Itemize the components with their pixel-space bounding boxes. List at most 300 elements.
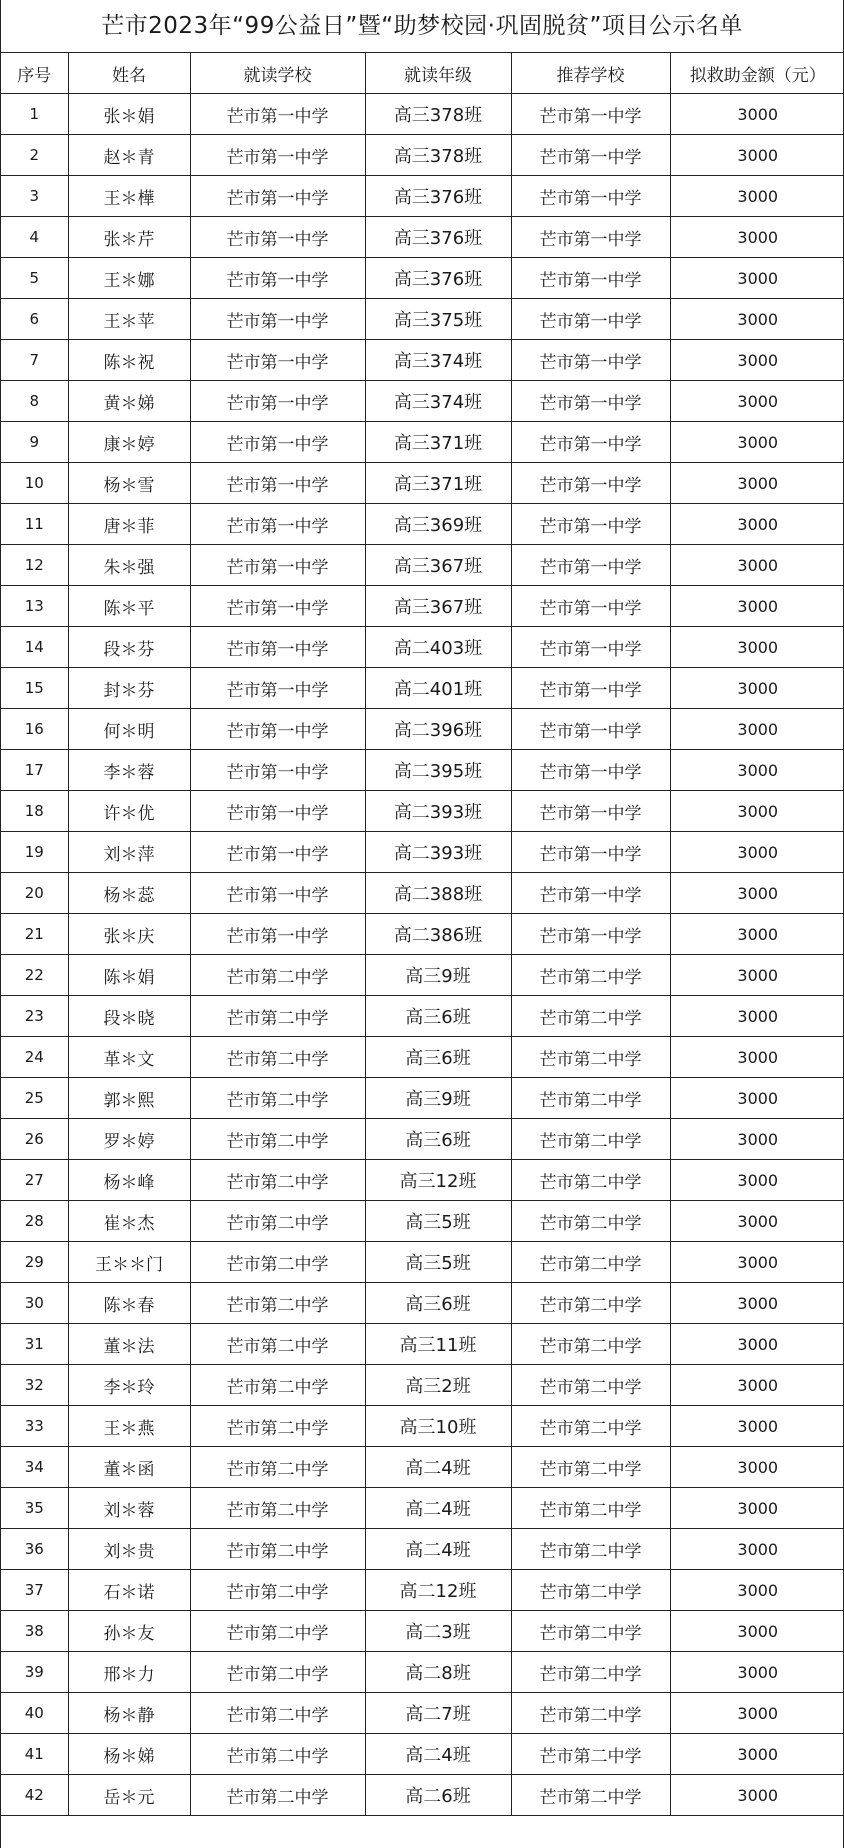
cell-seq: 42 <box>1 1775 68 1816</box>
cell-amount: 3000 <box>670 1201 844 1242</box>
table-row <box>1 94 844 135</box>
cell-seq: 41 <box>1 1734 68 1775</box>
cell-recommending-school: 芒市第二中学 <box>511 1119 670 1160</box>
cell-name: 王＊娜 <box>68 258 190 299</box>
cell-school: 芒市第一中学 <box>190 504 365 545</box>
cell-seq: 37 <box>1 1570 68 1611</box>
table-header <box>1 53 844 94</box>
cell-name: 杨＊峰 <box>68 1160 190 1201</box>
cell-seq: 38 <box>1 1611 68 1652</box>
cell-grade: 高二388班 <box>365 873 511 914</box>
cell-grade: 高二3班 <box>365 1611 511 1652</box>
cell-grade: 高三2班 <box>365 1365 511 1406</box>
cell-school: 芒市第一中学 <box>190 832 365 873</box>
cell-grade: 高二396班 <box>365 709 511 750</box>
table-row <box>1 832 844 873</box>
cell-recommending-school: 芒市第二中学 <box>511 1734 670 1775</box>
cell-seq: 39 <box>1 1652 68 1693</box>
table-row <box>1 1324 844 1365</box>
cell-grade: 高三6班 <box>365 1037 511 1078</box>
cell-recommending-school: 芒市第一中学 <box>511 94 670 135</box>
cell-seq: 9 <box>1 422 68 463</box>
cell-grade: 高三367班 <box>365 586 511 627</box>
cell-grade: 高三371班 <box>365 463 511 504</box>
table-row <box>1 340 844 381</box>
cell-name: 岳＊元 <box>68 1775 190 1816</box>
cell-school: 芒市第二中学 <box>190 1775 365 1816</box>
cell-name: 革＊文 <box>68 1037 190 1078</box>
table-row <box>1 750 844 791</box>
header-row <box>1 53 844 94</box>
header-seq: 序号 <box>1 53 68 94</box>
cell-school: 芒市第二中学 <box>190 1529 365 1570</box>
cell-seq: 36 <box>1 1529 68 1570</box>
cell-seq: 26 <box>1 1119 68 1160</box>
cell-grade: 高二8班 <box>365 1652 511 1693</box>
table-row <box>1 545 844 586</box>
cell-school: 芒市第二中学 <box>190 1201 365 1242</box>
table-row <box>1 1693 844 1734</box>
cell-school: 芒市第一中学 <box>190 94 365 135</box>
cell-grade: 高三374班 <box>365 340 511 381</box>
cell-name: 杨＊蕊 <box>68 873 190 914</box>
cell-seq: 2 <box>1 135 68 176</box>
cell-amount: 3000 <box>670 873 844 914</box>
cell-school: 芒市第一中学 <box>190 340 365 381</box>
cell-recommending-school: 芒市第一中学 <box>511 586 670 627</box>
cell-amount: 3000 <box>670 914 844 955</box>
cell-grade: 高二4班 <box>365 1529 511 1570</box>
cell-name: 郭＊熙 <box>68 1078 190 1119</box>
cell-school: 芒市第二中学 <box>190 1365 365 1406</box>
cell-seq: 20 <box>1 873 68 914</box>
cell-grade: 高三5班 <box>365 1201 511 1242</box>
cell-grade: 高三376班 <box>365 217 511 258</box>
cell-school: 芒市第二中学 <box>190 1447 365 1488</box>
header-grade: 就读年级 <box>365 53 511 94</box>
cell-amount: 3000 <box>670 258 844 299</box>
cell-school: 芒市第二中学 <box>190 1037 365 1078</box>
cell-seq: 19 <box>1 832 68 873</box>
cell-recommending-school: 芒市第一中学 <box>511 422 670 463</box>
cell-grade: 高三376班 <box>365 258 511 299</box>
cell-name: 王＊＊门 <box>68 1242 190 1283</box>
cell-school: 芒市第一中学 <box>190 873 365 914</box>
cell-recommending-school: 芒市第一中学 <box>511 299 670 340</box>
cell-amount: 3000 <box>670 1283 844 1324</box>
cell-name: 罗＊婷 <box>68 1119 190 1160</box>
cell-seq: 40 <box>1 1693 68 1734</box>
cell-school: 芒市第一中学 <box>190 709 365 750</box>
table-row <box>1 1201 844 1242</box>
cell-name: 朱＊强 <box>68 545 190 586</box>
cell-recommending-school: 芒市第二中学 <box>511 996 670 1037</box>
cell-school: 芒市第二中学 <box>190 1283 365 1324</box>
cell-recommending-school: 芒市第二中学 <box>511 1078 670 1119</box>
table-body <box>1 94 844 1816</box>
cell-grade: 高二403班 <box>365 627 511 668</box>
cell-seq: 14 <box>1 627 68 668</box>
table-row <box>1 791 844 832</box>
cell-grade: 高三367班 <box>365 545 511 586</box>
cell-seq: 10 <box>1 463 68 504</box>
cell-name: 董＊法 <box>68 1324 190 1365</box>
table-row <box>1 1529 844 1570</box>
cell-recommending-school: 芒市第二中学 <box>511 1160 670 1201</box>
table-row <box>1 1447 844 1488</box>
table-row <box>1 1406 844 1447</box>
cell-seq: 23 <box>1 996 68 1037</box>
cell-school: 芒市第一中学 <box>190 135 365 176</box>
cell-recommending-school: 芒市第二中学 <box>511 1365 670 1406</box>
cell-grade: 高三9班 <box>365 1078 511 1119</box>
cell-name: 何＊明 <box>68 709 190 750</box>
cell-grade: 高三11班 <box>365 1324 511 1365</box>
cell-name: 段＊芬 <box>68 627 190 668</box>
table-row <box>1 176 844 217</box>
cell-recommending-school: 芒市第二中学 <box>511 1324 670 1365</box>
cell-seq: 28 <box>1 1201 68 1242</box>
cell-recommending-school: 芒市第一中学 <box>511 176 670 217</box>
cell-recommending-school: 芒市第一中学 <box>511 750 670 791</box>
cell-grade: 高二386班 <box>365 914 511 955</box>
cell-amount: 3000 <box>670 1119 844 1160</box>
cell-amount: 3000 <box>670 1611 844 1652</box>
cell-school: 芒市第二中学 <box>190 1119 365 1160</box>
cell-amount: 3000 <box>670 586 844 627</box>
table-row <box>1 504 844 545</box>
table-row <box>1 709 844 750</box>
cell-amount: 3000 <box>670 1734 844 1775</box>
cell-amount: 3000 <box>670 504 844 545</box>
cell-amount: 3000 <box>670 94 844 135</box>
cell-amount: 3000 <box>670 176 844 217</box>
cell-amount: 3000 <box>670 1652 844 1693</box>
table-row <box>1 1283 844 1324</box>
cell-recommending-school: 芒市第一中学 <box>511 217 670 258</box>
cell-school: 芒市第二中学 <box>190 1734 365 1775</box>
cell-amount: 3000 <box>670 422 844 463</box>
cell-seq: 31 <box>1 1324 68 1365</box>
cell-grade: 高二12班 <box>365 1570 511 1611</box>
cell-school: 芒市第二中学 <box>190 1324 365 1365</box>
cell-grade: 高三376班 <box>365 176 511 217</box>
cell-recommending-school: 芒市第二中学 <box>511 1652 670 1693</box>
cell-recommending-school: 芒市第二中学 <box>511 1406 670 1447</box>
cell-school: 芒市第一中学 <box>190 668 365 709</box>
cell-seq: 17 <box>1 750 68 791</box>
cell-grade: 高二393班 <box>365 791 511 832</box>
cell-recommending-school: 芒市第二中学 <box>511 1488 670 1529</box>
table-row <box>1 1488 844 1529</box>
table-row <box>1 1611 844 1652</box>
cell-name: 张＊娟 <box>68 94 190 135</box>
cell-name: 崔＊杰 <box>68 1201 190 1242</box>
table-row <box>1 463 844 504</box>
cell-amount: 3000 <box>670 381 844 422</box>
cell-recommending-school: 芒市第一中学 <box>511 545 670 586</box>
cell-school: 芒市第一中学 <box>190 914 365 955</box>
cell-recommending-school: 芒市第一中学 <box>511 381 670 422</box>
cell-grade: 高三378班 <box>365 94 511 135</box>
cell-school: 芒市第二中学 <box>190 1611 365 1652</box>
cell-recommending-school: 芒市第二中学 <box>511 955 670 996</box>
cell-school: 芒市第二中学 <box>190 1488 365 1529</box>
table-row <box>1 668 844 709</box>
cell-seq: 8 <box>1 381 68 422</box>
cell-grade: 高二4班 <box>365 1447 511 1488</box>
cell-name: 杨＊静 <box>68 1693 190 1734</box>
cell-grade: 高二401班 <box>365 668 511 709</box>
cell-seq: 27 <box>1 1160 68 1201</box>
cell-recommending-school: 芒市第二中学 <box>511 1775 670 1816</box>
document-title: 芒市2023年“99公益日”暨“助梦校园·巩固脱贫”项目公示名单 <box>1 0 843 53</box>
table-row <box>1 1652 844 1693</box>
cell-school: 芒市第二中学 <box>190 955 365 996</box>
cell-school: 芒市第一中学 <box>190 791 365 832</box>
table-row <box>1 586 844 627</box>
header-amount: 拟救助金额（元） <box>670 53 844 94</box>
cell-seq: 24 <box>1 1037 68 1078</box>
cell-recommending-school: 芒市第二中学 <box>511 1242 670 1283</box>
cell-recommending-school: 芒市第一中学 <box>511 135 670 176</box>
cell-grade: 高二393班 <box>365 832 511 873</box>
cell-name: 石＊诺 <box>68 1570 190 1611</box>
cell-seq: 5 <box>1 258 68 299</box>
cell-amount: 3000 <box>670 545 844 586</box>
cell-seq: 32 <box>1 1365 68 1406</box>
cell-name: 赵＊青 <box>68 135 190 176</box>
cell-grade: 高三371班 <box>365 422 511 463</box>
cell-school: 芒市第一中学 <box>190 627 365 668</box>
cell-school: 芒市第一中学 <box>190 422 365 463</box>
table-row <box>1 627 844 668</box>
cell-grade: 高二4班 <box>365 1488 511 1529</box>
table-row <box>1 1037 844 1078</box>
cell-seq: 16 <box>1 709 68 750</box>
cell-recommending-school: 芒市第二中学 <box>511 1037 670 1078</box>
cell-recommending-school: 芒市第二中学 <box>511 1611 670 1652</box>
cell-recommending-school: 芒市第一中学 <box>511 668 670 709</box>
cell-seq: 30 <box>1 1283 68 1324</box>
table-row <box>1 1242 844 1283</box>
cell-amount: 3000 <box>670 750 844 791</box>
table-row <box>1 299 844 340</box>
cell-school: 芒市第二中学 <box>190 1693 365 1734</box>
cell-seq: 11 <box>1 504 68 545</box>
cell-amount: 3000 <box>670 217 844 258</box>
table-row <box>1 1775 844 1816</box>
cell-school: 芒市第二中学 <box>190 996 365 1037</box>
cell-recommending-school: 芒市第一中学 <box>511 627 670 668</box>
cell-recommending-school: 芒市第二中学 <box>511 1283 670 1324</box>
cell-recommending-school: 芒市第一中学 <box>511 832 670 873</box>
cell-school: 芒市第一中学 <box>190 217 365 258</box>
table-row <box>1 1078 844 1119</box>
cell-amount: 3000 <box>670 1160 844 1201</box>
cell-school: 芒市第一中学 <box>190 381 365 422</box>
cell-school: 芒市第一中学 <box>190 176 365 217</box>
cell-seq: 21 <box>1 914 68 955</box>
cell-seq: 22 <box>1 955 68 996</box>
cell-amount: 3000 <box>670 463 844 504</box>
cell-grade: 高二395班 <box>365 750 511 791</box>
cell-recommending-school: 芒市第二中学 <box>511 1693 670 1734</box>
cell-amount: 3000 <box>670 1529 844 1570</box>
cell-grade: 高三6班 <box>365 1283 511 1324</box>
header-school: 就读学校 <box>190 53 365 94</box>
cell-recommending-school: 芒市第二中学 <box>511 1201 670 1242</box>
cell-name: 李＊玲 <box>68 1365 190 1406</box>
cell-seq: 15 <box>1 668 68 709</box>
cell-grade: 高三12班 <box>365 1160 511 1201</box>
cell-seq: 6 <box>1 299 68 340</box>
cell-name: 段＊晓 <box>68 996 190 1037</box>
cell-amount: 3000 <box>670 299 844 340</box>
cell-seq: 29 <box>1 1242 68 1283</box>
cell-amount: 3000 <box>670 955 844 996</box>
cell-school: 芒市第一中学 <box>190 258 365 299</box>
cell-name: 刘＊蓉 <box>68 1488 190 1529</box>
cell-name: 杨＊娣 <box>68 1734 190 1775</box>
cell-school: 芒市第二中学 <box>190 1570 365 1611</box>
cell-amount: 3000 <box>670 1037 844 1078</box>
table-row <box>1 914 844 955</box>
cell-amount: 3000 <box>670 627 844 668</box>
table-row <box>1 1570 844 1611</box>
cell-school: 芒市第一中学 <box>190 545 365 586</box>
cell-recommending-school: 芒市第一中学 <box>511 258 670 299</box>
cell-seq: 35 <box>1 1488 68 1529</box>
cell-amount: 3000 <box>670 996 844 1037</box>
cell-grade: 高三6班 <box>365 1119 511 1160</box>
table-row <box>1 1734 844 1775</box>
cell-recommending-school: 芒市第一中学 <box>511 463 670 504</box>
table-row <box>1 381 844 422</box>
cell-seq: 4 <box>1 217 68 258</box>
cell-amount: 3000 <box>670 791 844 832</box>
cell-seq: 25 <box>1 1078 68 1119</box>
cell-school: 芒市第二中学 <box>190 1078 365 1119</box>
cell-name: 张＊芹 <box>68 217 190 258</box>
cell-amount: 3000 <box>670 1078 844 1119</box>
cell-name: 王＊燕 <box>68 1406 190 1447</box>
cell-seq: 13 <box>1 586 68 627</box>
cell-grade: 高三5班 <box>365 1242 511 1283</box>
cell-recommending-school: 芒市第一中学 <box>511 791 670 832</box>
cell-name: 陈＊平 <box>68 586 190 627</box>
cell-grade: 高二7班 <box>365 1693 511 1734</box>
cell-name: 许＊优 <box>68 791 190 832</box>
table-row <box>1 996 844 1037</box>
table-row <box>1 1119 844 1160</box>
header-name: 姓名 <box>68 53 190 94</box>
header-recommending-school: 推荐学校 <box>511 53 670 94</box>
cell-name: 王＊樺 <box>68 176 190 217</box>
cell-name: 杨＊雪 <box>68 463 190 504</box>
cell-recommending-school: 芒市第二中学 <box>511 1570 670 1611</box>
cell-seq: 3 <box>1 176 68 217</box>
cell-name: 康＊婷 <box>68 422 190 463</box>
cell-name: 张＊庆 <box>68 914 190 955</box>
cell-grade: 高三374班 <box>365 381 511 422</box>
table-row <box>1 258 844 299</box>
cell-seq: 18 <box>1 791 68 832</box>
cell-amount: 3000 <box>670 1406 844 1447</box>
cell-amount: 3000 <box>670 1447 844 1488</box>
recipient-table <box>1 53 844 1816</box>
cell-name: 邢＊力 <box>68 1652 190 1693</box>
table-row <box>1 422 844 463</box>
cell-amount: 3000 <box>670 1693 844 1734</box>
cell-school: 芒市第二中学 <box>190 1242 365 1283</box>
cell-amount: 3000 <box>670 1775 844 1816</box>
cell-name: 陈＊春 <box>68 1283 190 1324</box>
cell-amount: 3000 <box>670 1488 844 1529</box>
cell-grade: 高二4班 <box>365 1734 511 1775</box>
cell-grade: 高三9班 <box>365 955 511 996</box>
cell-recommending-school: 芒市第一中学 <box>511 709 670 750</box>
cell-recommending-school: 芒市第一中学 <box>511 340 670 381</box>
cell-name: 封＊芬 <box>68 668 190 709</box>
cell-grade: 高二6班 <box>365 1775 511 1816</box>
cell-name: 黄＊娣 <box>68 381 190 422</box>
cell-amount: 3000 <box>670 135 844 176</box>
table-row <box>1 873 844 914</box>
cell-recommending-school: 芒市第一中学 <box>511 873 670 914</box>
cell-amount: 3000 <box>670 1570 844 1611</box>
cell-grade: 高三375班 <box>365 299 511 340</box>
cell-seq: 1 <box>1 94 68 135</box>
cell-seq: 7 <box>1 340 68 381</box>
cell-school: 芒市第一中学 <box>190 463 365 504</box>
cell-grade: 高三10班 <box>365 1406 511 1447</box>
cell-school: 芒市第二中学 <box>190 1160 365 1201</box>
cell-seq: 34 <box>1 1447 68 1488</box>
table-row <box>1 1160 844 1201</box>
cell-seq: 33 <box>1 1406 68 1447</box>
cell-school: 芒市第二中学 <box>190 1652 365 1693</box>
cell-grade: 高三378班 <box>365 135 511 176</box>
cell-amount: 3000 <box>670 1324 844 1365</box>
cell-name: 刘＊萍 <box>68 832 190 873</box>
cell-name: 陈＊祝 <box>68 340 190 381</box>
cell-amount: 3000 <box>670 340 844 381</box>
cell-recommending-school: 芒市第一中学 <box>511 914 670 955</box>
cell-recommending-school: 芒市第一中学 <box>511 504 670 545</box>
cell-name: 孙＊友 <box>68 1611 190 1652</box>
cell-name: 刘＊贵 <box>68 1529 190 1570</box>
cell-amount: 3000 <box>670 1365 844 1406</box>
cell-recommending-school: 芒市第二中学 <box>511 1447 670 1488</box>
cell-name: 李＊蓉 <box>68 750 190 791</box>
cell-name: 王＊苹 <box>68 299 190 340</box>
cell-school: 芒市第一中学 <box>190 299 365 340</box>
cell-amount: 3000 <box>670 668 844 709</box>
table-row <box>1 955 844 996</box>
cell-grade: 高三369班 <box>365 504 511 545</box>
cell-amount: 3000 <box>670 832 844 873</box>
cell-grade: 高三6班 <box>365 996 511 1037</box>
table-row <box>1 217 844 258</box>
cell-school: 芒市第二中学 <box>190 1406 365 1447</box>
cell-school: 芒市第一中学 <box>190 586 365 627</box>
cell-name: 唐＊菲 <box>68 504 190 545</box>
cell-amount: 3000 <box>670 1242 844 1283</box>
cell-amount: 3000 <box>670 709 844 750</box>
table-row <box>1 1365 844 1406</box>
cell-recommending-school: 芒市第二中学 <box>511 1529 670 1570</box>
